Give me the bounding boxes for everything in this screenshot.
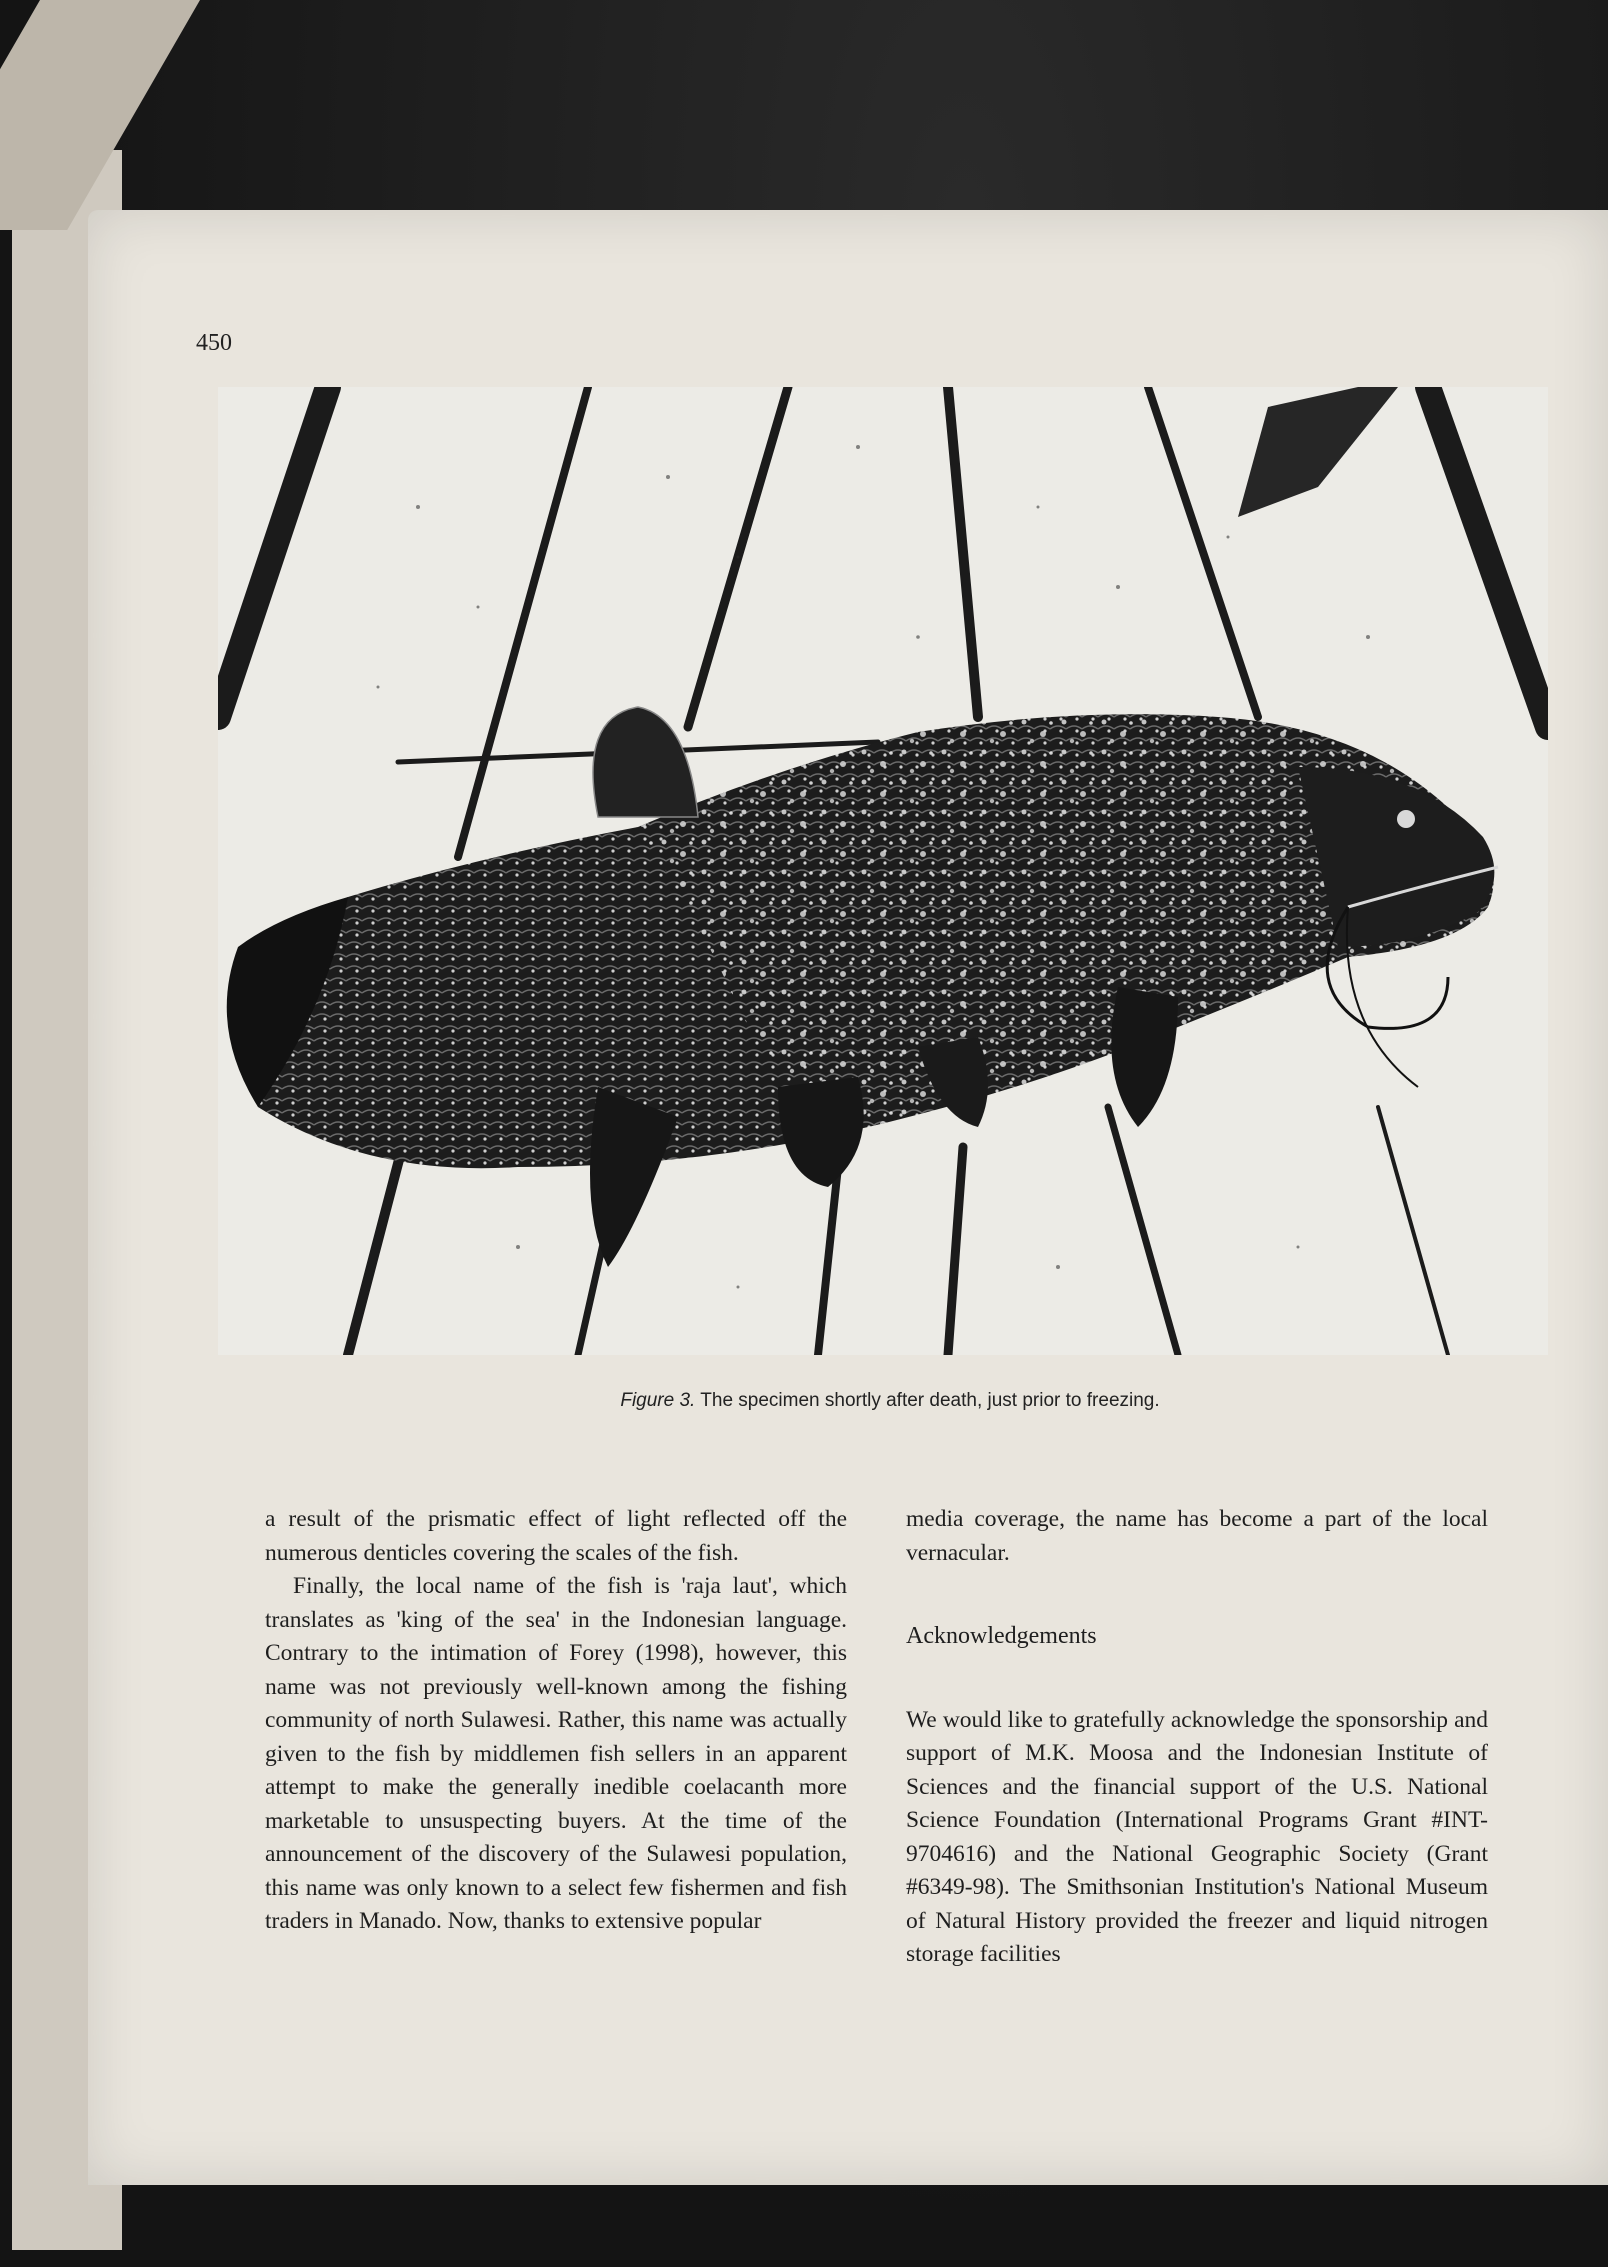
page-number: 450 (196, 330, 232, 356)
right-paragraph-2: We would like to gratefully acknowledge the sponsorship and support of M.K. Moosa and the Indonesian Institute of Sciences and the financial support of the U.S. National Science Foundation (International Programs Grant #INT-9704616) and the National Geographic Society (Grant #6349-98). The Smithsonian Institution's National Museum of Natural History provided the freezer and liquid nitrogen storage facilities (906, 1706, 1488, 1967)
figure-caption-text: The specimen shortly after death, just prior to freezing. (700, 1390, 1160, 1411)
left-paragraph-1: a result of the prismatic effect of light reflected off the numerous denticles covering the scales of the fish. (265, 1506, 847, 1566)
right-paragraph-1: media coverage, the name has become a part of the local vernacular. (906, 1506, 1488, 1566)
left-paragraph-2: Finally, the local name of the fish is 'raja laut', which translates as 'king of the sea' in the Indonesian language. Contrary to the intimation of Forey (1998), however, this name was not previously well-known among the fishing community of north Sulawesi. Rather, this name was actually given to the fish by middlemen fish sellers in an apparent attempt to make the generally inedible coelacanth more marketable to unsuspecting buyers. At the time of the announcement of the discovery of the Sulawesi population, this name was only known to a select few fishermen and fish traders in Manado. Now, thanks to extensive popular (265, 1573, 847, 1934)
figure-label: Figure 3. (620, 1390, 696, 1411)
coelacanth-photo-illustration (218, 387, 1548, 1355)
right-column (906, 1503, 1488, 1972)
section-heading-acknowledgements: Acknowledgements (906, 1623, 1097, 1649)
left-column (265, 1503, 847, 1939)
figure-photo-coelacanth (218, 387, 1548, 1355)
figure-caption (200, 1390, 1580, 1412)
